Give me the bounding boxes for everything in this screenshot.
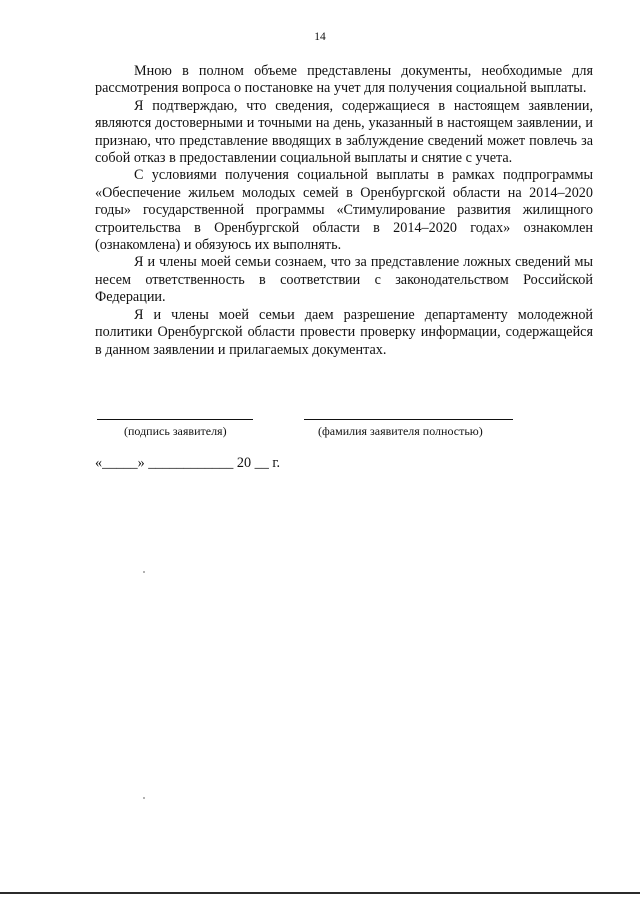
paragraph-responsibility: Я и члены моей семьи сознаем, что за представление ложных сведений мы несем ответственность в соответствии с законодательством Российской Федерации. bbox=[95, 254, 593, 306]
page-bottom-edge bbox=[0, 892, 640, 894]
paragraph-permission: Я и члены моей семьи даем разрешение департаменту молодежной политики Оренбургской области провести проверку информации, содержащейся в данном заявлении и прилагаемых документах. bbox=[95, 306, 593, 358]
signature-block bbox=[95, 407, 593, 447]
paragraph-conditions: С условиями получения социальной выплаты в рамках подпрограммы «Обеспечение жильем молодых семей в Оренбургской области на 2014–2020 годы» государственной программы «Стимулирование развития жилищного строительства в Оренбургской области в 2014–2020 годах» ознакомлен (ознакомлена) и обязуюсь их выполнять. bbox=[95, 167, 593, 254]
signature-field[interactable] bbox=[97, 419, 253, 420]
paragraph-confirmation: Я подтверждаю, что сведения, содержащиеся в настоящем заявлении, являются достоверными и точными на день, указанный в настоящем заявлении, и признаю, что представление вводящих в заблуждение сведений может повлечь за собой отказ в предоставлении социальной выплаты и снятие с учета. bbox=[95, 97, 593, 167]
full-name-field[interactable] bbox=[304, 419, 513, 420]
paragraph-documents: Мною в полном объеме представлены документы, необходимые для рассмотрения вопроса о постановке на учет для получения социальной выплаты. bbox=[95, 63, 593, 97]
date-field[interactable]: «_____» ____________ 20 __ г. bbox=[95, 455, 281, 471]
scan-speck bbox=[143, 797, 145, 799]
signature-caption: (подпись заявителя) bbox=[124, 424, 227, 438]
scan-speck bbox=[143, 571, 145, 573]
page-number: 14 bbox=[314, 31, 326, 43]
declaration-text bbox=[95, 63, 593, 359]
full-name-caption: (фамилия заявителя полностью) bbox=[318, 424, 483, 438]
